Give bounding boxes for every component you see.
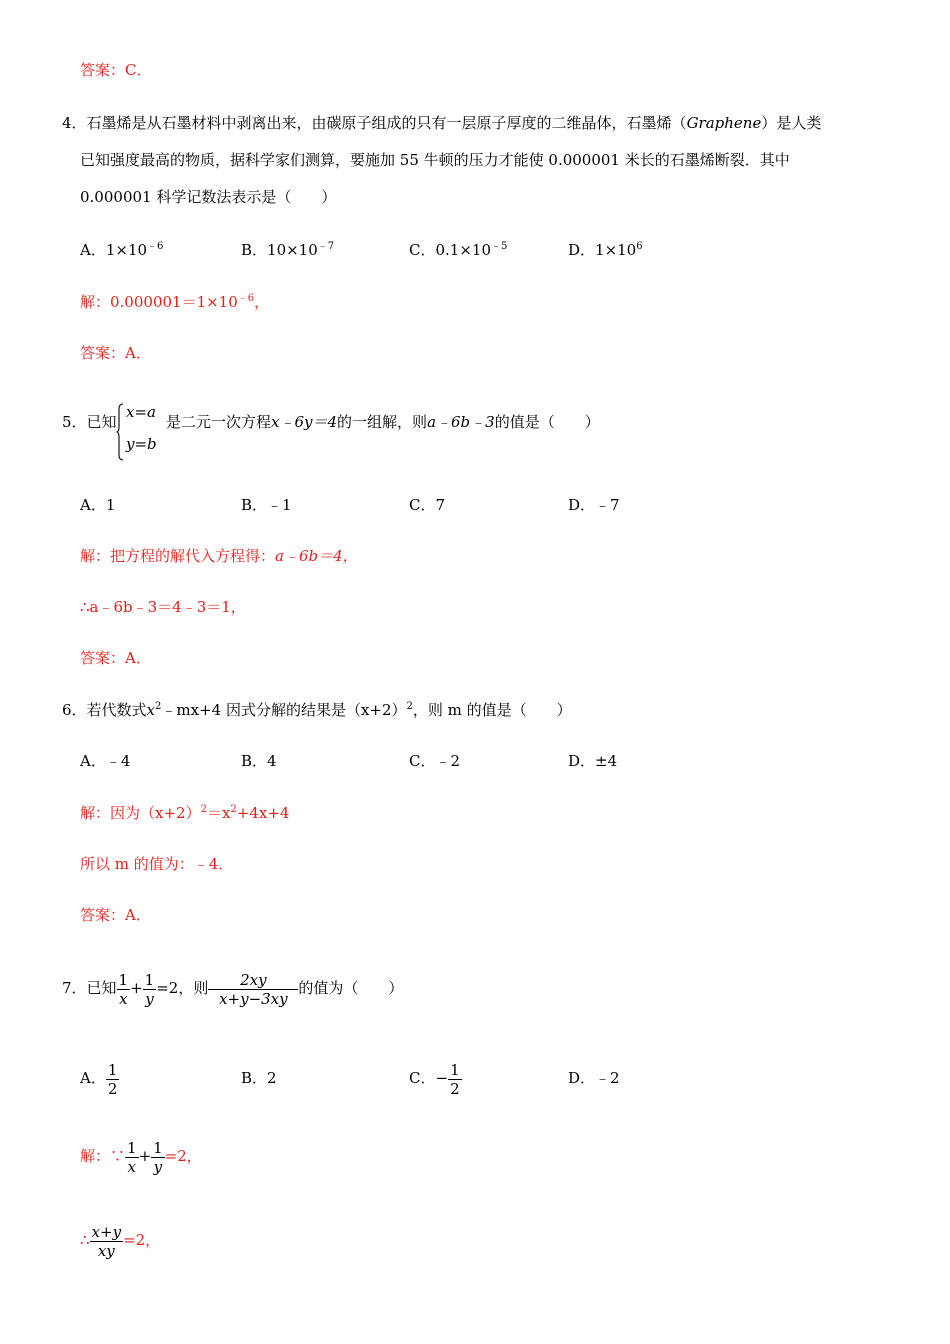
- q5-solution-line2: ∴a﹣6b﹣3＝4﹣3＝1，: [80, 598, 246, 616]
- q6-option-a: A．﹣4: [80, 752, 131, 770]
- q7-frac-1-over-y: $\frac{1}{y}$: [144, 970, 155, 1008]
- q6-solution-line1: 解：因为$(x+2)^2=x^2+4x+4$: [80, 804, 290, 822]
- q7-sol-frac-sum-over-xy: $\frac{x+y}{xy}$: [91, 1222, 122, 1260]
- brace-icon: [116, 403, 124, 461]
- q4-option-a: A．$1\times 10^{﹣6}$: [80, 241, 164, 259]
- q7-frac-1-over-x: $\frac{1}{x}$: [118, 970, 129, 1008]
- q4-stem-line3: 0.000001 科学记数法表示是（ ）: [80, 188, 337, 206]
- q5-equation-system: [116, 403, 166, 461]
- q7-frac-target: $\frac{2xy}{x+y-3xy}$: [208, 971, 298, 1008]
- q4-stem-text: 4．石墨烯是从石墨材料中剥离出来，由碳原子组成的只有一层原子厚度的二维晶体，石墨烯（: [62, 114, 687, 132]
- q7-option-d: D．﹣2: [568, 1069, 620, 1087]
- q7-option-b: B．2: [241, 1069, 277, 1087]
- q7-solution-line1: 解：∵ $\frac{1}{x}$ + $\frac{1}{y}$ =2，: [80, 1138, 202, 1176]
- q5-option-d: D．﹣7: [568, 496, 620, 514]
- q4-option-b: B．$10\times 10^{﹣7}$: [241, 241, 335, 259]
- q4-stem-line2: 已知强度最高的物质，据科学家们测算，要施加 55 牛顿的压力才能使 0.000001 米长的石墨烯断裂．其中: [80, 151, 790, 169]
- q6-option-d: D．±4: [568, 752, 618, 770]
- q6-option-c: C．﹣2: [409, 752, 461, 770]
- q7-option-a-frac: $\frac{1}{2}$: [107, 1060, 118, 1098]
- q3-answer: 答案：C．: [80, 61, 152, 79]
- q7-solution-line2: ∴ $\frac{x+y}{xy}$ =2，: [80, 1222, 161, 1260]
- q7-option-c: C．− $\frac{1}{2}$: [409, 1060, 460, 1098]
- q7-sol-frac-1-over-x: $\frac{1}{x}$: [127, 1138, 137, 1176]
- q4-solution: 解：$0.000001=1\times 10^{﹣6}$，: [80, 293, 270, 311]
- q5-stem: 是二元一次方程x﹣6y＝4的一组解，则a﹣6b﹣3的值是（ ）: [166, 413, 600, 431]
- q6-answer: 答案：A．: [80, 906, 151, 924]
- q6-solution-line2: 所以 m 的值为：﹣4．: [80, 855, 234, 873]
- q6-stem: 6．若代数式$x^2﹣mx+4$ 因式分解的结果是$(x+2)^2$，则 m 的值是（ ）: [62, 701, 572, 719]
- q7-option-a: A． $\frac{1}{2}$: [80, 1060, 118, 1098]
- q5-option-c: C．7: [409, 496, 446, 514]
- q5-number: 5．已知: [62, 413, 117, 431]
- q5-answer: 答案：A．: [80, 649, 151, 667]
- q4-stem-text: ）是人类: [761, 114, 822, 132]
- q4-stem-term: Graphene: [686, 114, 762, 132]
- q6-option-b: B．4: [241, 752, 277, 770]
- q5-sys-eq2: y=b: [126, 435, 157, 453]
- q5-option-a: A．1: [80, 496, 116, 514]
- q5-sys-eq1: x=a: [126, 403, 156, 421]
- q5-option-b: B．﹣1: [241, 496, 292, 514]
- q4-option-d: D．$1\times 10^6$: [568, 241, 643, 259]
- q7-stem: 7．已知 $\frac{1}{x}$ + $\frac{1}{y}$ =2，则 $\frac{2xy}{x+y-3xy}$ 的值为（ ）: [62, 970, 404, 1008]
- q7-option-c-frac: $\frac{1}{2}$: [450, 1060, 460, 1098]
- q4-answer: 答案：A．: [80, 344, 151, 362]
- q5-solution-line1: 解：把方程的解代入方程得：a﹣6b＝4，: [80, 547, 358, 565]
- q7-sol-frac-1-over-y: $\frac{1}{y}$: [153, 1138, 163, 1176]
- q4-stem-line1: [62, 113, 821, 133]
- q4-option-c: C．$0.1\times 10^{﹣5}$: [409, 241, 508, 259]
